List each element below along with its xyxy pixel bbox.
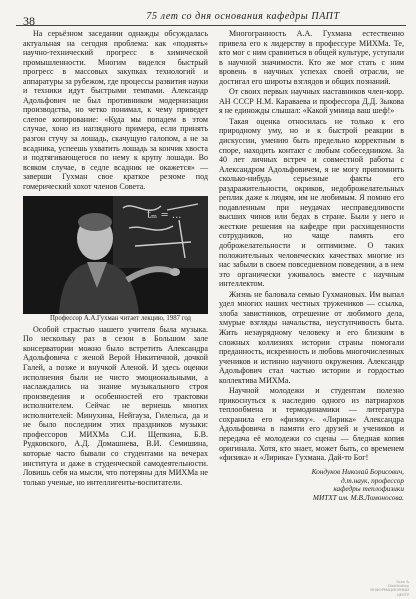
left-column: [23, 29, 208, 487]
board-formula: tₘ = ...: [147, 210, 182, 222]
scan-watermark: [363, 580, 409, 597]
signature-line: д.т.наук, профессор: [340, 475, 404, 485]
right-column: [219, 29, 404, 503]
paragraph: На серьёзном заседании однажды обсуждалась актуальная на сегодня проблема: как «поднять» научно-технический прогресс в химической промышленности. Многим виделся быстрый прогресс в массовых закупках технологий и аппаратуры за рубежом, где процессы развития науки и техники идут быстрыми темпами. Александр Адольфович не был противником модернизации производства, но четко понимал, к чему приведет слепое копирование: «Куда мы попадем в этом случае, хоно из наглядного примера, если принять разгон стучу за лошадь, скачущую галопом, а не за всадника, успеешь ухватить лошадь за кончик хвоста и подтягивающегося по нему к крупу лошади. Во всяком случае, в седле всадник не окажется» — заверши Гухман свое краткое резюме под гомерический хохот членов Совета.: [23, 29, 208, 191]
watermark-line: Distribution: [388, 584, 409, 589]
lecture-photo: [23, 196, 208, 314]
lecture-photo-drawing: [23, 196, 208, 314]
photo-caption: Профессор А.А.Гухман читает лекцию, 1987 год: [50, 315, 191, 323]
running-head: 75 лет со дня основания кафедры ПАПТ: [146, 11, 340, 22]
paragraph: Такая оценка относилась не только к его природному уму, но и к быстрой реакции в дискуссии, умению быть предельно корректным в споре, находить контакт с любым собеседником. За 40 лет личных встреч и совместной работы с Александром Адольфовичем, я не могу припомнить сколько-нибудь серьезные факты его раздражительности, окриков, недоброжелательных реплик даже к людям, им не любимым. Я помню его подавленным при неудачах несправедливости высших чинов или бедах в стране. Были у него и жесткие решения на кафедре при расхищенности сотрудников, но чаще память его доброжелательности и оптимизме. О таких положительных человеческих качествах многие из нас забыли в своем повседневном поведении, а в нем это органически уживалось вместе с научным интеллектом.: [219, 116, 404, 289]
author-signature: [219, 468, 404, 504]
paragraph: От своих первых научных наставников член-корр. АН СССР Н.М. Караваева и профессора Д.Д. Зыкова я не единожды слышал: «Какой умница ваш шеф!»: [219, 87, 404, 116]
watermark-line: Scan &: [396, 579, 409, 584]
paragraph: Научной молодежи и студентам полезно прикоснуться к наследию одного из патриархов теплообмена и термодинамики — литература сохранила его «физику». «Лирика» Александра Адольфовича в памяти его друзей и учеников и передача её молодежи со сцены — бледная копия оригинала. Хотя, кто знает, может быть, со временем «физика» и «Лирика» Гухмана. Дай-то Бог!: [219, 386, 404, 463]
signature-line: кафедры теплофизики: [333, 484, 404, 494]
header-rule: [16, 25, 406, 26]
paragraph: Особой страстью нашего учителя была музыка. По нескольку раз в сезон в Большом зале консерватории можно было встретить Александра Адольфовича с женой Верой Никитичной, дочкой Галей, а позже и внучкой Аленой. И здесь оценки исполнения были не чисто эмоциональными, а наслаждались на знание музыкального строя произведения и особенностей его трактовки исполнителем. Сейчас не вернешь многих исполнителей: Минухина, Нейгауза, Гилельса, да и не было последним этих праздников музыки: профессоров МИХМа С.И. Щепкина, Б.В. Рудковского, А.Д. Домашнева, В.И. Семишина, которые часто бывали со студентами на вечерах института и даже в студенческой самодеятельности. Ловишь себя на мысли, что потеряны для МИХМа не только ученые, но интеллигенты-воспитатели.: [23, 324, 208, 487]
page-number: 38: [23, 14, 35, 28]
paragraph: Многогранность А.А. Гухмана естественно привела его к лидерству в профессуре МИХМа. Те, кто мог с ним сравниться в общей культуре, уступали в научной значимости. Кто же мог стать с ним вровень в научных успехах своей отрасли, не достигал его широты взглядов и общих познаний.: [219, 29, 404, 86]
signature-line: Кондуков Николай Борисович,: [311, 466, 404, 476]
signature-line: МИТХТ им. М.В.Ломоносова.: [312, 493, 404, 503]
watermark-line: ИНФОРМАЦИОННЫЙ ЦЕНТР: [370, 588, 409, 597]
paragraph: Жизнь не баловала семью Гухмановых. Им выпал удел многих наших честных тружеников — ссылка, злоба завистников, отрешение от любимого дела, хмурые взгляды начальства, неуступчивость быта. Жить незаурядному человеку и его близким в сложных коллизиях истории страны помогали преданность, искренность и любовь многочисленных учеников и истинно научного окружения. Александр Адольфович стал частью истории и гордостью коллектива МИХМа.: [219, 289, 404, 385]
